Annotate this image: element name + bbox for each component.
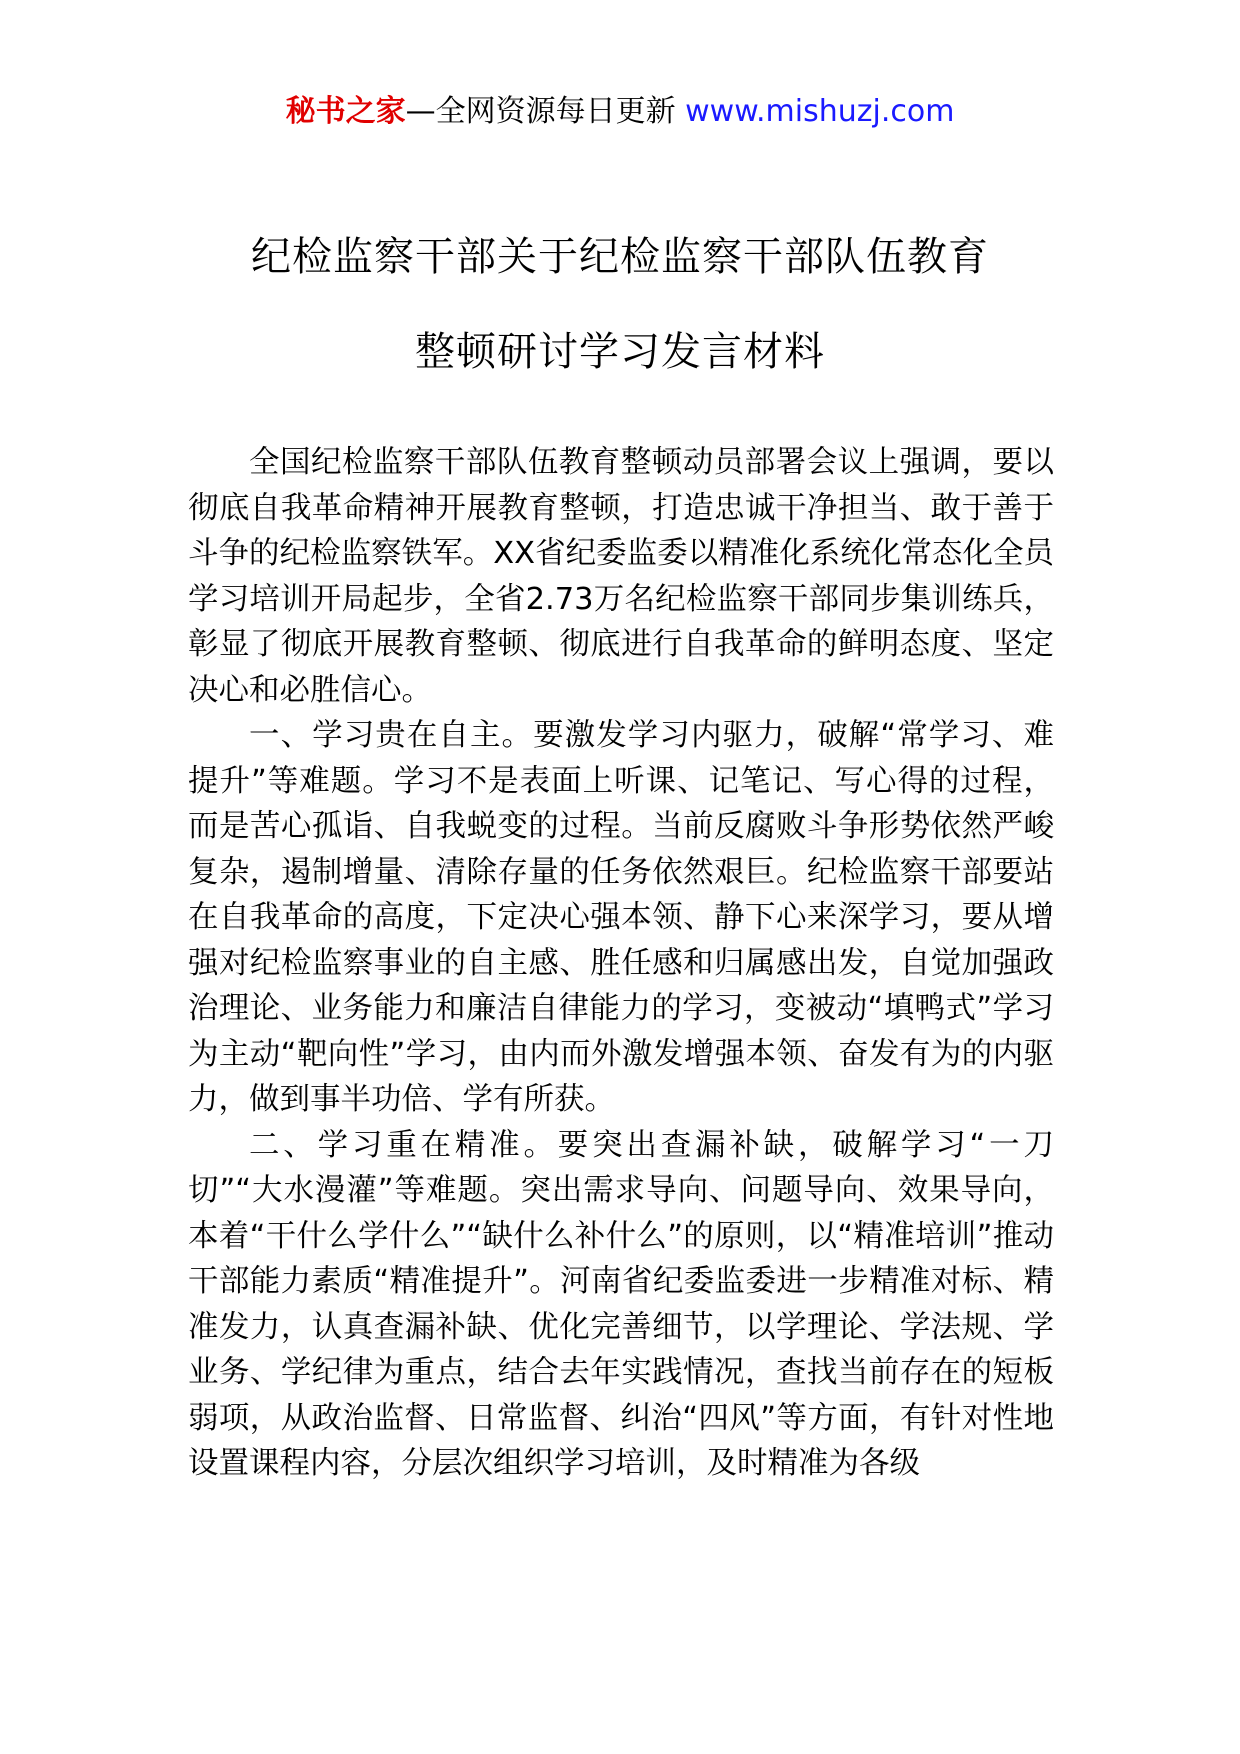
paragraph-section-2: 二、学习重在精准。要突出查漏补缺，破解学习“一刀切”“大水漫灌”等难题。突出需求导向、问题导向、效果导向，本着“干什么学什么”“缺什么补什么”的原则，以“精准培训”推动干部能力素质“精准提升”。河南省纪委监委进一步精准对标、精准发力，认真查漏补缺、优化完善细节，以学理论、学法规、学业务、学纪律为重点，结合去年实践情况，查找当前存在的短板弱项，从政治监督、日常监督、纠治“四风”等方面，有针对性地设置课程内容，分层次组织学习培训，及时精准为各级 <box>188 1127 1054 1481</box>
site-url-link[interactable]: www.mishuzj.com <box>685 94 955 129</box>
brand-name: 秘书之家 <box>285 94 406 129</box>
paragraph-section-1: 一、学习贵在自主。要激发学习内驱力，破解“常学习、难提升”等难题。学习不是表面上听课、记笔记、写心得的过程，而是苦心孤诣、自我蜕变的过程。当前反腐败斗争形势依然严峻复杂，遏制增量、清除存量的任务依然艰巨。纪检监察干部要站在自我革命的高度，下定决心强本领、静下心来深学习，要从增强对纪检监察事业的自主感、胜任感和归属感出发，自觉加强政治理论、业务能力和廉洁自律能力的学习，变被动“填鸭式”学习为主动“靶向性”学习，由内而外激发增强本领、奋发有为的内驱力，做到事半功倍、学有所获。 <box>188 718 1054 1117</box>
site-slogan: —全网资源每日更新 <box>405 94 676 129</box>
title-line-2: 整顿研讨学习发言材料 <box>415 329 825 375</box>
paragraph-intro: 全国纪检监察干部队伍教育整顿动员部署会议上强调，要以彻底自我革命精神开展教育整顿，打造忠诚干净担当、敢于善于斗争的纪检监察铁军。XX省纪委监委以精准化系统化常态化全员学习培训开局起步，全省2.73万名纪检监察干部同步集训练兵，彰显了彻底开展教育整顿、彻底进行自我革命的鲜明态度、坚定决心和必胜信心。 <box>188 445 1054 708</box>
title-line-1: 纪检监察干部关于纪检监察干部队伍教育 <box>251 234 989 280</box>
document-title <box>150 210 1090 400</box>
document-body <box>188 440 1054 1487</box>
site-header <box>0 88 1240 136</box>
